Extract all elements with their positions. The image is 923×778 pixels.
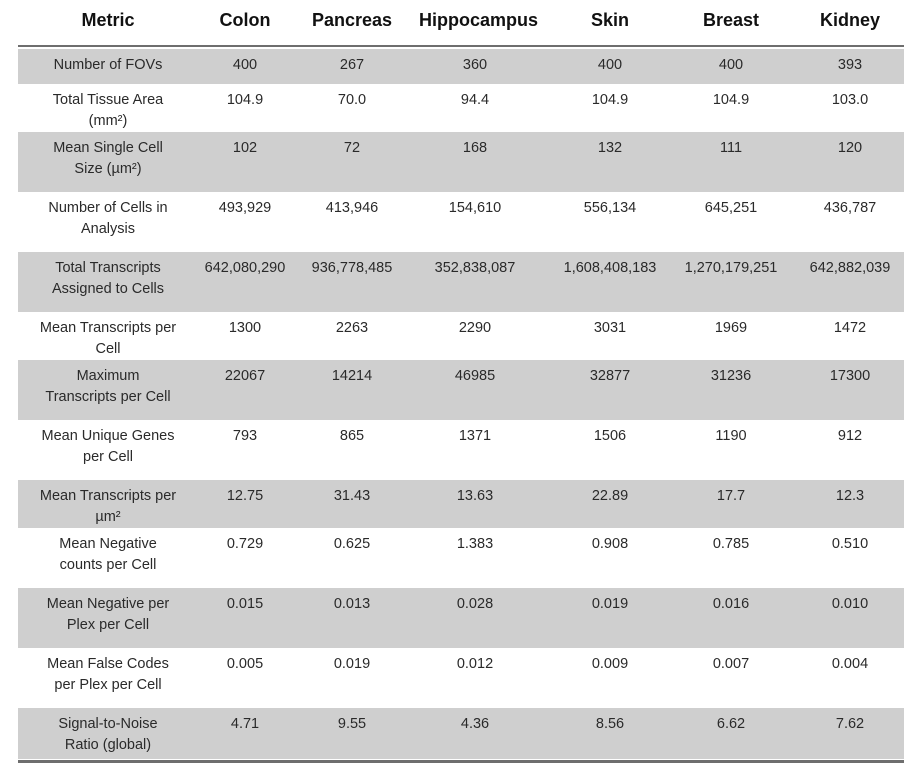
- value-cell: 0.009: [591, 656, 629, 672]
- value-cell: 104.9: [712, 92, 750, 108]
- value-cell: 0.625: [333, 536, 371, 552]
- value-cell: 6.62: [716, 716, 746, 732]
- value-cell: 0.908: [591, 536, 629, 552]
- value-cell: 352,838,087: [434, 260, 516, 276]
- metric-label-line1: Mean Transcripts per: [39, 320, 177, 336]
- value-cell: 0.016: [712, 596, 750, 612]
- value-cell: 104.9: [591, 92, 629, 108]
- value-cell: 0.019: [591, 596, 629, 612]
- metric-label-line2: Ratio (global): [64, 737, 152, 753]
- value-cell: 14214: [331, 368, 373, 384]
- value-cell: 793: [232, 428, 258, 444]
- value-cell: 865: [339, 428, 365, 444]
- metric-label-line1: Signal-to-Noise: [58, 716, 158, 732]
- metric-label: [18, 258, 198, 300]
- table-row: [18, 84, 904, 132]
- table-row: [18, 252, 904, 312]
- value-cell: 132: [597, 140, 623, 156]
- value-cell: 0.010: [831, 596, 869, 612]
- header-breast: Breast: [702, 10, 760, 30]
- table-row: [18, 528, 904, 588]
- metric-label-line1: Mean False Codes: [47, 656, 169, 672]
- table-row: [18, 312, 904, 360]
- value-cell: 936,778,485: [311, 260, 393, 276]
- value-cell: 413,946: [325, 200, 379, 216]
- value-cell: 0.004: [831, 656, 869, 672]
- value-cell: 0.015: [226, 596, 264, 612]
- value-cell: 0.510: [831, 536, 869, 552]
- value-cell: 94.4: [460, 92, 490, 108]
- table-header: [0, 0, 923, 46]
- value-cell: 3031: [593, 320, 627, 336]
- metric-label-line2: Plex per Cell: [66, 617, 150, 633]
- metric-label: [18, 55, 198, 76]
- metric-label: [18, 654, 198, 696]
- value-cell: 17300: [829, 368, 871, 384]
- value-cell: 46985: [454, 368, 496, 384]
- metric-label: [18, 198, 198, 240]
- header-kidney: Kidney: [819, 10, 880, 30]
- value-cell: 72: [343, 140, 361, 156]
- value-cell: 400: [718, 57, 744, 73]
- value-cell: 70.0: [337, 92, 367, 108]
- value-cell: 102: [232, 140, 258, 156]
- header-hippocampus: Hippocampus: [418, 10, 538, 30]
- metric-label-line2: Transcripts per Cell: [45, 389, 171, 405]
- metric-label-line1: Maximum: [76, 368, 140, 384]
- value-cell: 22067: [224, 368, 266, 384]
- value-cell: 168: [462, 140, 488, 156]
- header-pancreas: Pancreas: [311, 10, 393, 30]
- value-cell: 0.028: [456, 596, 494, 612]
- metric-label-line2: (mm²): [88, 113, 128, 129]
- value-cell: 4.36: [460, 716, 490, 732]
- value-cell: 104.9: [226, 92, 264, 108]
- value-cell: 120: [837, 140, 863, 156]
- table-row: [18, 192, 904, 252]
- metric-label-line1: Mean Single Cell: [53, 140, 163, 156]
- value-cell: 267: [339, 57, 365, 73]
- metric-label-line2: counts per Cell: [59, 557, 157, 573]
- metric-label: [18, 714, 198, 756]
- metric-label-line2: Size (µm²): [74, 161, 142, 177]
- value-cell: 1,270,179,251: [684, 260, 778, 276]
- value-cell: 400: [597, 57, 623, 73]
- table-row: [18, 360, 904, 420]
- metric-label: [18, 426, 198, 468]
- value-cell: 556,134: [583, 200, 637, 216]
- metric-label-line1: Mean Negative: [59, 536, 157, 552]
- metric-label: [18, 486, 198, 528]
- value-cell: 111: [719, 140, 743, 156]
- header-colon: Colon: [219, 10, 271, 30]
- value-cell: 154,610: [448, 200, 502, 216]
- header-skin: Skin: [590, 10, 629, 30]
- metric-label-line1: Number of FOVs: [53, 57, 163, 73]
- value-cell: 22.89: [591, 488, 629, 504]
- metric-label-line2: µm²: [95, 509, 121, 525]
- value-cell: 1472: [833, 320, 867, 336]
- value-cell: 0.729: [226, 536, 264, 552]
- value-cell: 32877: [589, 368, 631, 384]
- table-row: [18, 132, 904, 192]
- value-cell: 436,787: [823, 200, 877, 216]
- metric-label-line1: Total Tissue Area: [52, 92, 164, 108]
- value-cell: 1371: [458, 428, 492, 444]
- metric-label: [18, 594, 198, 636]
- value-cell: 393: [837, 57, 863, 73]
- metric-label: [18, 318, 198, 360]
- value-cell: 8.56: [595, 716, 625, 732]
- value-cell: 1190: [715, 428, 747, 444]
- value-cell: 31.43: [333, 488, 371, 504]
- value-cell: 1.383: [456, 536, 494, 552]
- metric-label-line1: Mean Unique Genes: [41, 428, 175, 444]
- metric-label-line1: Number of Cells in: [48, 200, 168, 216]
- value-cell: 2263: [335, 320, 369, 336]
- value-cell: 0.007: [712, 656, 750, 672]
- header-metric: Metric: [81, 10, 135, 30]
- metric-label: [18, 138, 198, 180]
- value-cell: 13.63: [456, 488, 494, 504]
- metric-label-line1: Total Transcripts: [55, 260, 161, 276]
- value-cell: 642,882,039: [809, 260, 891, 276]
- value-cell: 4.71: [230, 716, 260, 732]
- value-cell: 0.785: [712, 536, 750, 552]
- value-cell: 0.012: [456, 656, 494, 672]
- table-row: [18, 420, 904, 480]
- value-cell: 1969: [714, 320, 748, 336]
- table-row: [18, 708, 904, 759]
- metric-label-line2: Assigned to Cells: [51, 281, 165, 297]
- value-cell: 2290: [458, 320, 492, 336]
- table-row: [18, 480, 904, 528]
- value-cell: 7.62: [835, 716, 865, 732]
- metric-label-line2: Cell: [95, 341, 121, 357]
- metric-label: [18, 90, 198, 132]
- bottom-rule: [18, 760, 904, 763]
- table-row: [18, 588, 904, 648]
- top-rule: [18, 45, 904, 47]
- value-cell: 1,608,408,183: [563, 260, 657, 276]
- metric-label: [18, 366, 198, 408]
- table-row: [18, 49, 904, 84]
- value-cell: 645,251: [704, 200, 758, 216]
- value-cell: 400: [232, 57, 258, 73]
- value-cell: 12.3: [835, 488, 865, 504]
- value-cell: 103.0: [831, 92, 869, 108]
- value-cell: 31236: [710, 368, 752, 384]
- table-row: [18, 648, 904, 708]
- value-cell: 360: [462, 57, 488, 73]
- value-cell: 9.55: [337, 716, 367, 732]
- value-cell: 912: [837, 428, 863, 444]
- value-cell: 1300: [228, 320, 262, 336]
- value-cell: 642,080,290: [204, 260, 286, 276]
- value-cell: 1506: [593, 428, 627, 444]
- metric-label-line2: per Plex per Cell: [54, 677, 162, 693]
- metric-label-line2: Analysis: [81, 221, 135, 237]
- value-cell: 0.013: [333, 596, 371, 612]
- metric-label-line1: Mean Negative per: [46, 596, 170, 612]
- value-cell: 0.019: [333, 656, 371, 672]
- metric-label: [18, 534, 198, 576]
- value-cell: 493,929: [218, 200, 272, 216]
- metric-label-line2: per Cell: [83, 449, 133, 465]
- value-cell: 12.75: [226, 488, 264, 504]
- value-cell: 17.7: [716, 488, 746, 504]
- metric-label-line1: Mean Transcripts per: [39, 488, 177, 504]
- value-cell: 0.005: [226, 656, 264, 672]
